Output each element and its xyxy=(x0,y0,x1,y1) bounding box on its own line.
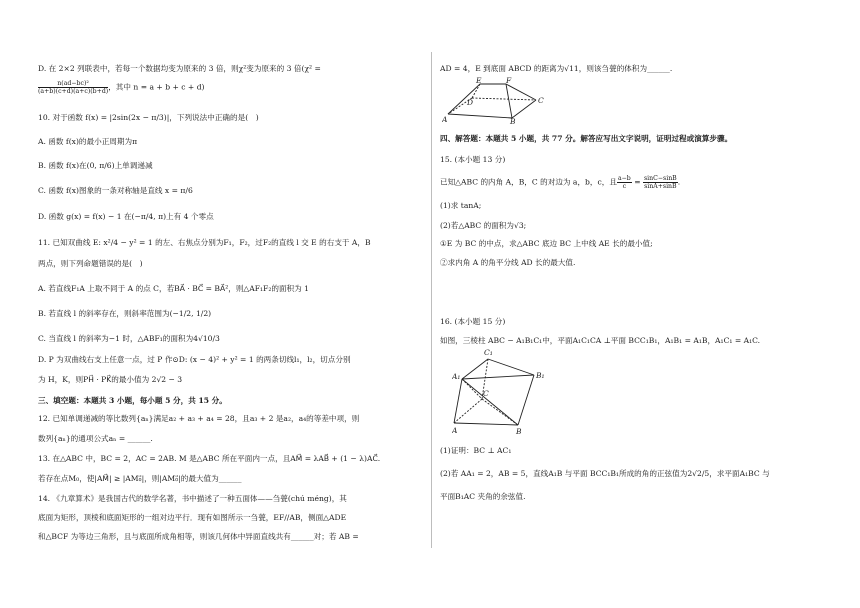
label-a: A xyxy=(442,115,448,124)
edge-dc xyxy=(472,98,536,100)
q10-option-b: B. 函数 f(x)在(0, π/6)上单调递减 xyxy=(38,161,153,170)
q11-stem-line1: 11. 已知双曲线 E: x²/4 − y² = 1 的左、右焦点分别为F₁，F₂，过F₂的直线 l 交 E 的右支于 A，B xyxy=(38,238,371,247)
q14-line1: 14. 《九章算术》是我国古代的数学名著，书中描述了一种五面体——刍甍(chú méng)，其 xyxy=(38,494,347,503)
section4-heading: 四、解答题：本题共 5 小题，共 77 分。解答应写出文字说明，证明过程或演算步骤。 xyxy=(440,134,733,143)
q14-line4: AD = 4，E 到底面 ABCD 的距离为√11，则该刍甍的体积为______. xyxy=(440,64,673,73)
frustum-figure xyxy=(442,76,562,124)
ratio-left: $\frac{a-b}{c}$ xyxy=(617,175,631,190)
section3-heading: 三、填空题：本题共 3 小题，每小题 5 分，共 15 分。 xyxy=(38,396,227,405)
edge-bc xyxy=(512,100,536,118)
ratio-right: $\frac{\sin C-\sin B}{\sin A+\sin B}$ xyxy=(643,175,677,190)
label-c1: C₁ xyxy=(484,348,493,357)
q14-line2: 底面为矩形，顶棱和底面矩形的一组对边平行．现有如图所示一刍甍，EF//AB，侧面△ADE xyxy=(38,513,347,522)
q9-option-d-line2: $\frac{\text{n(ad−bc)²}}{(a+b)(c+d)(a+c)(b+d)}$ ，其中 n = a + b + c + d) xyxy=(38,80,205,95)
label-b1: B₁ xyxy=(536,371,545,380)
q16-heading: 16. (本小题 15 分) xyxy=(440,317,506,326)
q9-option-d-line1: D. 在 2×2 列联表中，若每一个数据均变为原来的 3 倍，则χ²变为原来的 3 倍(χ² = xyxy=(38,64,321,73)
q15-given: 已知△ABC 的内角 A，B，C 的对边为 a，b，c，且 $\frac{a-b}{c}$ = $\frac{\sin C-\sin B}{\sin A+\sin B}$ . xyxy=(440,175,681,190)
label-a: A xyxy=(452,426,458,435)
q14-line3: 和△BCF 为等边三角形，且与底面所成角相等，则该几何体中异面直线共有______对；若 AB = xyxy=(38,532,359,541)
edge-fc xyxy=(506,84,536,100)
edge-b1b xyxy=(518,375,534,425)
chi-square-formula: $\frac{\text{n(ad−bc)²}}{(a+b)(c+d)(a+c)(b+d)}$ xyxy=(38,80,109,95)
q16-part2-line2: 平面B₁AC 夹角的余弦值. xyxy=(440,492,526,501)
edge-c1b1 xyxy=(488,359,534,375)
edge-ea xyxy=(448,84,480,114)
q12-line2: 数列{aₙ}的通项公式aₙ = ______. xyxy=(38,434,153,443)
edge-c1a1 xyxy=(462,359,488,379)
q12-line1: 12. 已知单调递减的等比数列{aₙ}满足a₂ + a₃ + a₄ = 28，且a₃ + 2 是a₂，a₄的等差中项，则 xyxy=(38,414,360,423)
q11-option-c: C. 当直线 l 的斜率为−1 时，△ABF₁的面积为4√10/3 xyxy=(38,334,220,343)
q16-part2-line1: (2)若 AA₁ = 2，AB = 5，直线A₁B 与平面 BCC₁B₁所成的角的正弦值为2√2/5，求平面A₁BC 与 xyxy=(440,469,770,478)
edge-ed xyxy=(472,84,480,98)
label-b: B xyxy=(516,427,522,435)
q16-stem: 如图，三棱柱 ABC − A₁B₁C₁中，平面A₁C₁CA ⊥平面 BCC₁B₁，A₁B₁ = A₁B，A₁C₁ = A₁C. xyxy=(440,336,761,345)
label-d: D xyxy=(467,98,474,107)
q10-stem: 10. 对于函数 f(x) = |2sin(2x − π/3)|，下列说法中正确的是( ) xyxy=(38,113,259,122)
q16-part1: (1)证明：BC ⊥ AC₁ xyxy=(440,446,512,455)
q10-option-a: A. 函数 f(x)的最小正周期为π xyxy=(38,137,138,146)
q13-line2: 若存在点M₀，使|AM⃗| ≥ |AM₀⃗|，则|AM₀⃗|的最大值为______ xyxy=(38,474,242,483)
q15-part1: (1)求 tanA; xyxy=(440,201,482,210)
label-e: E xyxy=(476,76,482,85)
label-c: C xyxy=(538,96,544,105)
q10-option-d: D. 函数 g(x) = f(x) − 1 在(−π/4, π)上有 4 个零点 xyxy=(38,212,214,221)
q15-part2-i: ①E 为 BC 的中点，求△ABC 底边 BC 上中线 AE 长的最小值; xyxy=(440,239,653,248)
q15-heading: 15. (本小题 13 分) xyxy=(440,155,506,164)
q11-option-d-line1: D. P 为双曲线右支上任意一点，过 P 作⊙D: (x − 4)² + y² = 1 的两条切线l₁，l₂，切点分别 xyxy=(38,355,351,364)
edge-ab xyxy=(448,114,512,118)
q11-option-b: B. 若直线 l 的斜率存在，则斜率范围为(−1/2, 1/2) xyxy=(38,309,212,318)
prism-figure xyxy=(452,347,564,435)
q11-stem-line2: 两点，则下列命题错误的是( ) xyxy=(38,259,143,268)
edge-fb xyxy=(506,84,512,118)
q11-option-a: A. 若直线F₁A 上取不同于 A 的点 C，若BA⃗ · BC⃗ = BA⃗²，则△AF₁F₂的面积为 1 xyxy=(38,284,309,293)
q15-part2-ii: ②求内角 A 的角平分线 AD 长的最大值. xyxy=(440,258,576,267)
column-divider xyxy=(431,52,432,548)
edge-a1b xyxy=(462,379,518,425)
edge-ab xyxy=(454,423,518,425)
edge-ca xyxy=(454,399,482,423)
q10-option-c: C. 函数 f(x)图象的一条对称轴是直线 x = π/6 xyxy=(38,186,193,195)
q13-line1: 13. 在△ABC 中，BC = 2，AC = 2AB. M 是△ABC 所在平面内一点，且AM⃗ = λAB⃗ + (1 − λ)AC⃗. xyxy=(38,454,381,463)
edge-a1a xyxy=(454,379,462,423)
label-c: C xyxy=(483,389,489,398)
q15-part2: (2)若△ABC 的面积为√3; xyxy=(440,221,527,230)
label-a1: A₁ xyxy=(452,372,461,381)
label-f: F xyxy=(506,76,512,85)
label-b: B xyxy=(510,117,516,124)
edge-a1c xyxy=(462,379,482,399)
q11-option-d-line2: 为 H，K，则PH⃗ · PK⃗的最小值为 2√2 − 3 xyxy=(38,375,183,384)
edge-a1b1 xyxy=(462,375,534,379)
